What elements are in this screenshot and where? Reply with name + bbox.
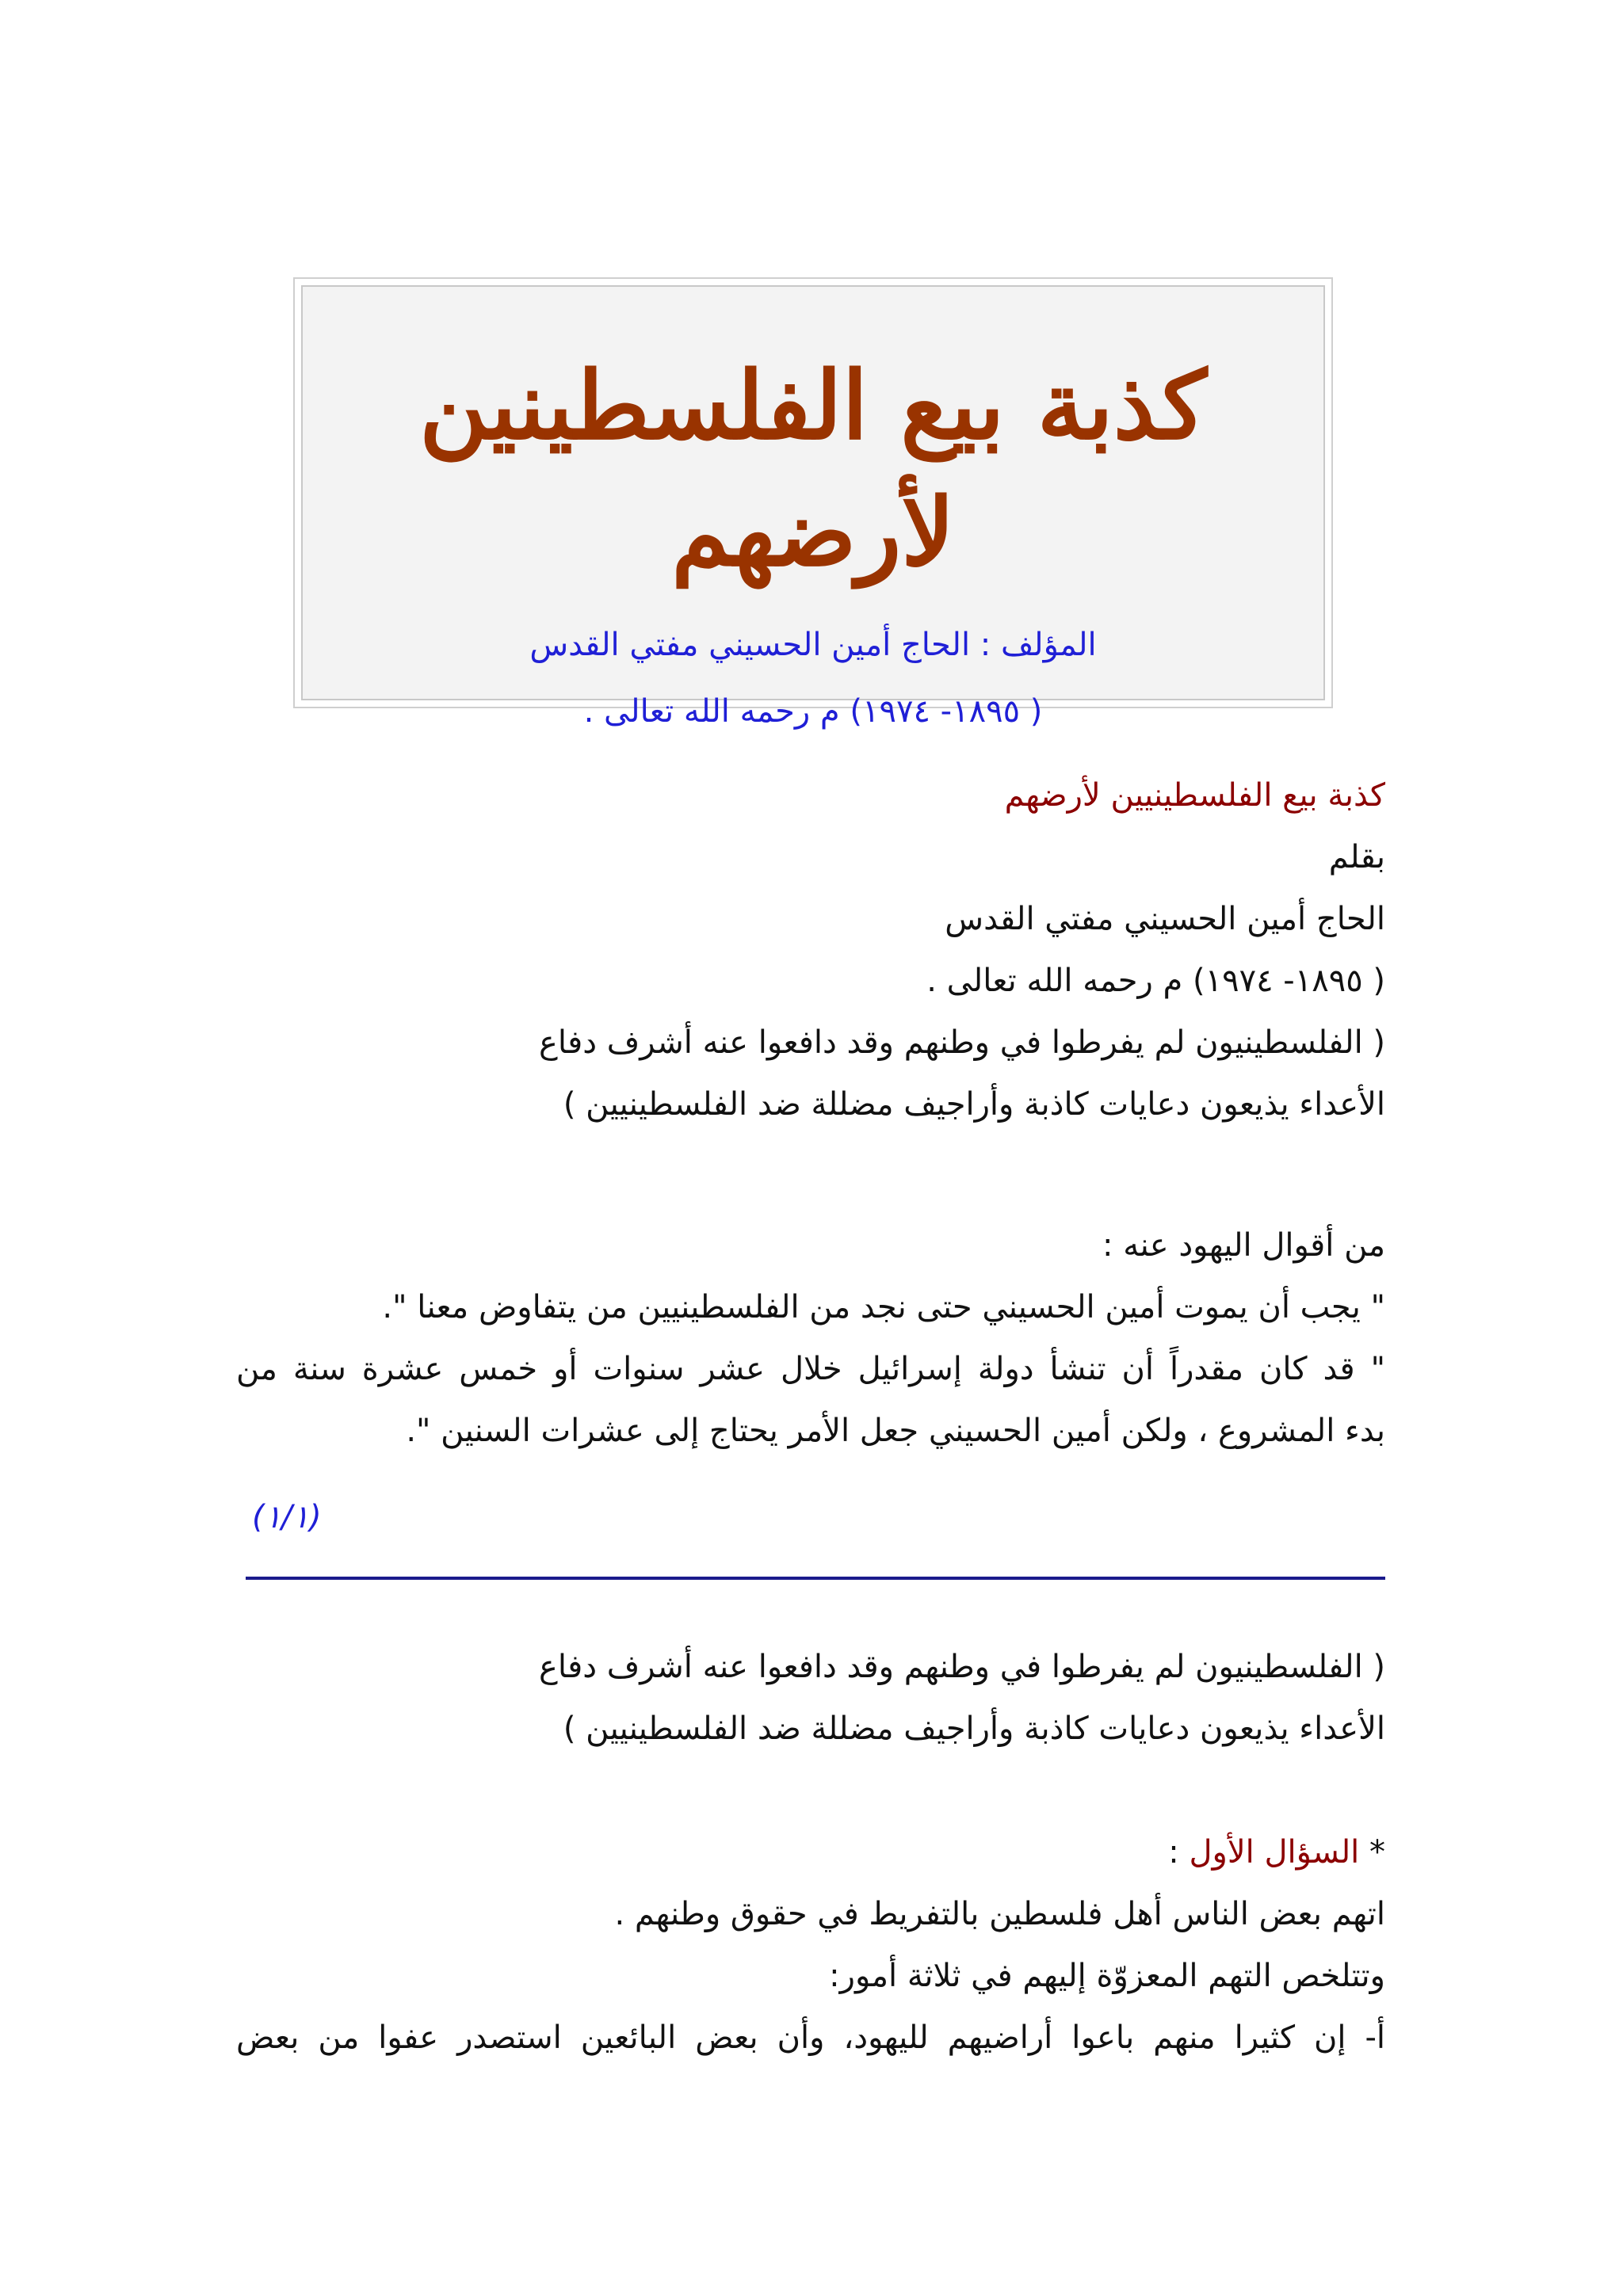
question-colon: : xyxy=(1168,1834,1179,1871)
intro-heading: كذبة بيع الفلسطينيين لأرضهم xyxy=(1004,777,1385,814)
intro-by: بقلم xyxy=(1328,839,1385,875)
spacer xyxy=(236,1760,1385,1821)
quote-1: " يجب أن يموت أمين الحسيني حتى نجد من الفلسطينيين من يتفاوض معنا ". xyxy=(382,1289,1385,1325)
quote-2-line-2: بدء المشروع ، ولكن أمين الحسيني جعل الأمر يحتاج إلى عشرات السنين ". xyxy=(406,1413,1385,1449)
title-box xyxy=(293,277,1333,730)
quotes-heading: من أقوال اليهود عنه : xyxy=(1102,1227,1385,1264)
question-line-3: أ- إن كثيرا منهم باعوا أراضيهم لليهود، وأن بعض البائعين استصدر عفوا من بعض xyxy=(236,2019,1385,2056)
question-star: * xyxy=(1369,1834,1385,1871)
question-label: السؤال الأول xyxy=(1189,1834,1360,1871)
title-line-1: كذبة بيع الفلسطينين xyxy=(419,350,1207,460)
question-heading xyxy=(236,1821,1385,1883)
title-box-inner xyxy=(301,285,1325,730)
section-2-summary-line-1: ( الفلسطينيون لم يفرطوا في وطنهم وقد دافعوا عنه أشرف دفاع xyxy=(539,1649,1385,1685)
page-number: (١/١) xyxy=(252,1499,322,1535)
title-dates: ( ١٨٩٥- ١٩٧٤) م رحمه الله تعالى . xyxy=(583,693,1043,730)
title-author: المؤلف : الحاج أمين الحسيني مفتي القدس xyxy=(529,627,1097,663)
quote-2-line-1: " قد كان مقدراً أن تنشأ دولة إسرائيل خلال عشر سنوات أو خمس عشرة سنة من xyxy=(236,1351,1385,1387)
intro-summary-line-1: ( الفلسطينيون لم يفرطوا في وطنهم وقد دافعوا عنه أشرف دفاع xyxy=(539,1024,1385,1061)
intro-author: الحاج أمين الحسيني مفتي القدس xyxy=(945,901,1385,937)
intro-section xyxy=(236,765,1385,1462)
title-line-2: لأرضهم xyxy=(671,477,955,587)
section-2-summary-line-2: الأعداء يذيعون دعايات كاذبة وأراجيف مضللة ضد الفلسطينيين ) xyxy=(563,1711,1385,1747)
section-2 xyxy=(236,1636,1385,2069)
document-title xyxy=(303,342,1323,596)
spacer xyxy=(236,1135,1385,1215)
question-line-1: اتهم بعض الناس أهل فلسطين بالتفريط في حقوق وطنهم . xyxy=(614,1896,1385,1932)
question-line-2: وتتلخص التهم المعزوّة إليهم في ثلاثة أمور: xyxy=(829,1958,1385,1994)
page-divider xyxy=(246,1577,1385,1580)
intro-summary-line-2: الأعداء يذيعون دعايات كاذبة وأراجيف مضللة ضد الفلسطينيين ) xyxy=(563,1086,1385,1123)
intro-dates: ( ١٨٩٥- ١٩٧٤) م رحمه الله تعالى . xyxy=(926,963,1385,999)
